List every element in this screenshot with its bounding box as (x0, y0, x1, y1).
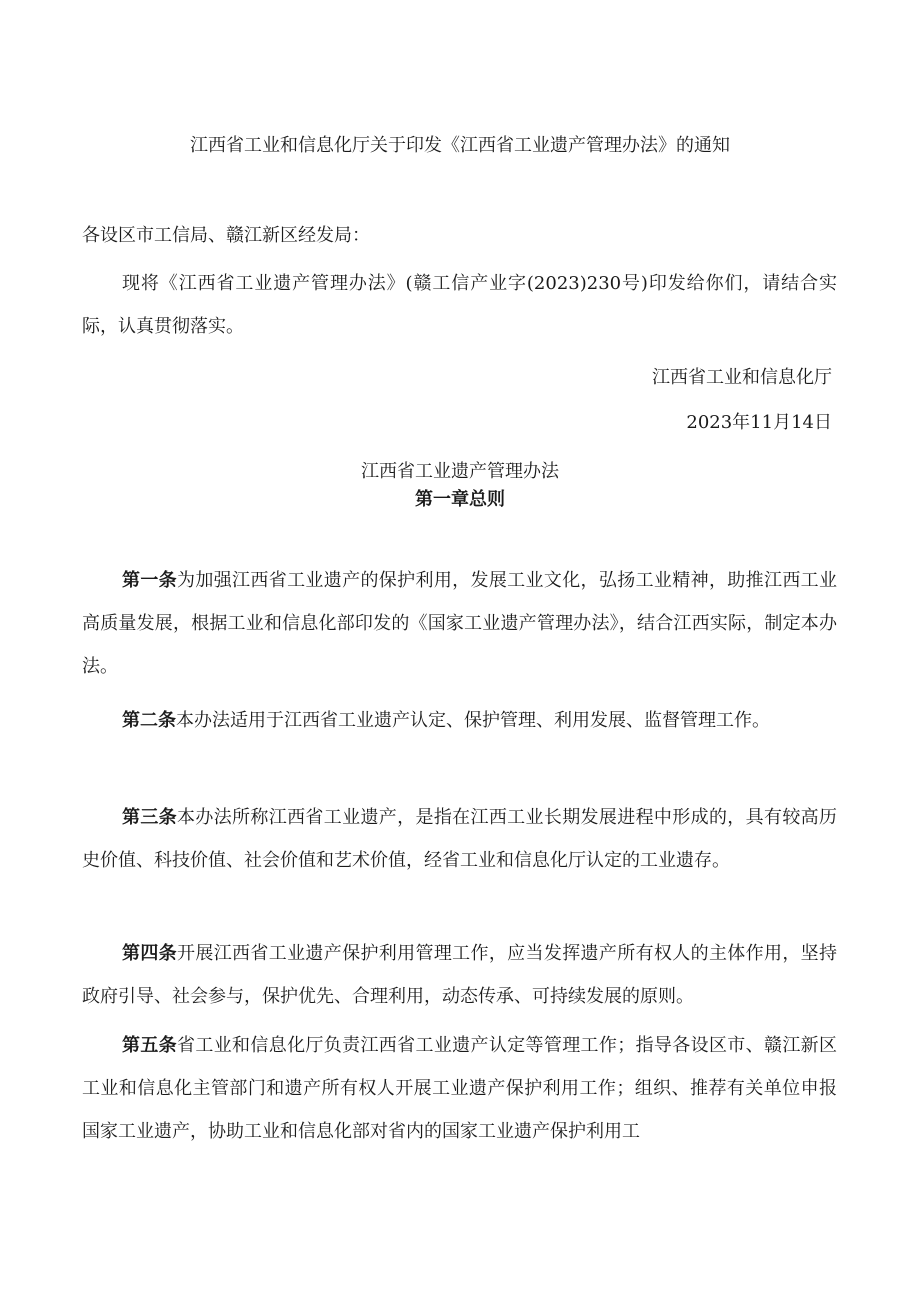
article-text: 本办法适用于江西省工业遗产认定、保护管理、利用发展、监督管理工作。 (176, 710, 770, 731)
article-label: 第三条 (122, 807, 178, 828)
article-text: 开展江西省工业遗产保护利用管理工作，应当发挥遗产所有权人的主体作用，坚持政府引导、社会参与，保护优先、合理利用，动态传承、可持续发展的原则。 (82, 943, 838, 1007)
notice-issuer: 江西省工业和信息化厅 (652, 367, 832, 388)
chapter-heading: 第一章总则 (415, 489, 505, 510)
article-3 (82, 796, 837, 882)
article-text: 本办法所称江西省工业遗产，是指在江西工业长期发展进程中形成的，具有较高历史价值、科技价值、社会价值和艺术价值，经省工业和信息化厅认定的工业遗存。 (82, 807, 838, 871)
document-title: 江西省工业遗产管理办法 (361, 461, 559, 482)
article-label: 第五条 (122, 1035, 178, 1056)
notice-body: 现将《江西省工业遗产管理办法》(赣工信产业字(2023)230号)印发给你们，请结合实际，认真贯彻落实。 (82, 273, 837, 337)
notice-title: 江西省工业和信息化厅关于印发《江西省工业遗产管理办法》的通知 (190, 135, 730, 156)
article-2 (82, 699, 837, 742)
notice-date: 2023年11月14日 (686, 412, 832, 433)
notice-addressee: 各设区市工信局、赣江新区经发局： (82, 225, 370, 246)
article-label: 第一条 (122, 570, 178, 591)
article-5 (82, 1024, 837, 1153)
article-text: 省工业和信息化厅负责江西省工业遗产认定等管理工作；指导各设区市、赣江新区工业和信息化主管部门和遗产所有权人开展工业遗产保护利用工作；组织、推荐有关单位申报国家工业遗产，协助工业和信息化部对省内的国家工业遗产保护利用工 (82, 1035, 838, 1142)
article-4 (82, 932, 837, 1018)
article-text: 为加强江西省工业遗产的保护利用，发展工业文化，弘扬工业精神，助推江西工业高质量发展，根据工业和信息化部印发的《国家工业遗产管理办法》，结合江西实际，制定本办法。 (82, 570, 838, 677)
article-1 (82, 559, 837, 688)
article-label: 第四条 (122, 943, 178, 964)
article-label: 第二条 (122, 710, 176, 731)
